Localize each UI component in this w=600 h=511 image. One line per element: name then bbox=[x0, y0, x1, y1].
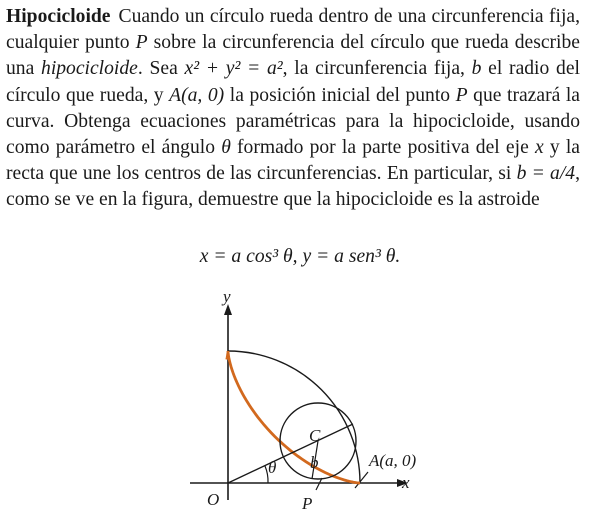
problem-text: . Sea bbox=[137, 58, 185, 80]
origin-label: O bbox=[207, 490, 220, 509]
variable-x: x bbox=[534, 137, 544, 159]
arc-tick bbox=[355, 472, 368, 488]
variable-theta: θ bbox=[221, 137, 231, 159]
problem-text: que trazará la curva. Obtenga ecuaciones paramétricas para la hipocicloide, usando como parámetro el ángulo bbox=[6, 84, 580, 159]
problem-text: Cuando un círculo rueda dentro de una circunferencia fija, cualquier punto bbox=[6, 6, 580, 54]
center-c-label: C bbox=[309, 426, 321, 445]
problem-text: el radio del círculo que rueda, y bbox=[6, 58, 580, 106]
x-axis-label: x bbox=[402, 473, 410, 492]
problem-text: , la circunferencia fija, bbox=[282, 58, 472, 80]
angle-theta-label: θ bbox=[268, 458, 277, 477]
problem-text: la posición inicial del punto bbox=[224, 84, 456, 106]
radius-b-label: b bbox=[310, 453, 319, 472]
fixed-circle-arc bbox=[228, 351, 360, 483]
variable-p: P bbox=[455, 84, 468, 106]
center-line bbox=[228, 424, 353, 483]
problem-text: , como se ve en la figura, demuestre que la hipocicloide es la astroide bbox=[6, 163, 581, 211]
variable-p: P bbox=[135, 32, 148, 54]
problem-text: sobre la circunferencia del círculo que rueda describe una bbox=[6, 32, 580, 80]
circle-equation: x² + y² = a² bbox=[184, 58, 283, 80]
variable-b: b bbox=[471, 58, 482, 80]
point-a: A(a, 0) bbox=[169, 84, 225, 106]
term-hypocycloid: hipocicloide bbox=[41, 58, 138, 80]
parametric-equation: x = a cos³ θ, y = a sen³ θ. bbox=[199, 246, 401, 267]
problem-heading: Hipocicloide bbox=[6, 6, 111, 27]
astroid-curve bbox=[227, 351, 360, 483]
point-a-label: A(a, 0) bbox=[369, 451, 417, 470]
relation-b: b = a/4 bbox=[516, 163, 576, 185]
point-p-tick bbox=[316, 478, 322, 490]
y-axis-label: y bbox=[223, 287, 231, 306]
problem-text: y la recta que une los centros de las circunferencias. En particular, si bbox=[6, 137, 580, 185]
point-p-label: P bbox=[302, 494, 313, 511]
problem-text: formado por la parte positiva del eje bbox=[230, 137, 535, 159]
